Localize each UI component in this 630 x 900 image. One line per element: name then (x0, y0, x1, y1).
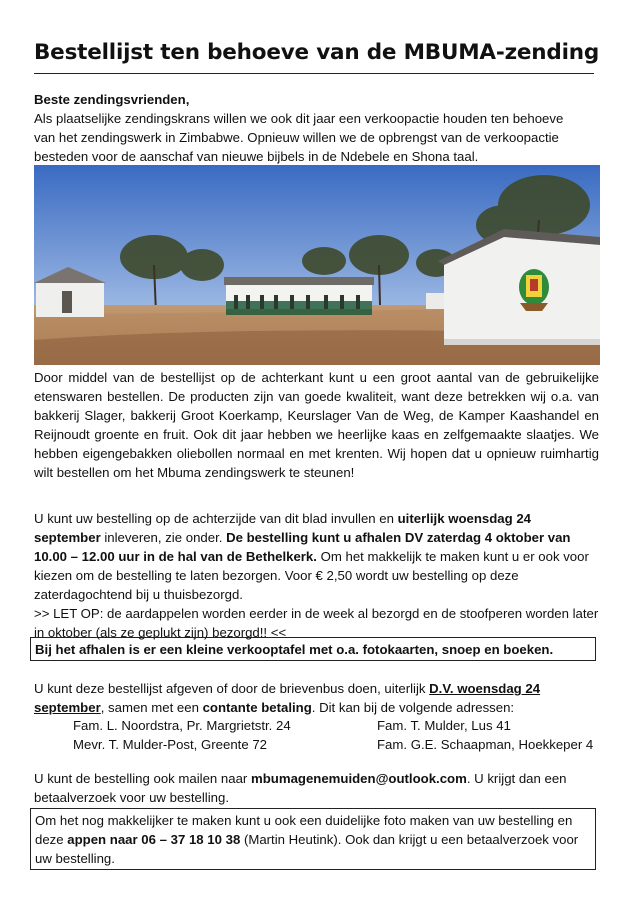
address-item: Fam. G.E. Schaapman, Hoekkeper 4 (377, 737, 594, 752)
address-item: Fam. L. Noordstra, Pr. Margrietstr. 24 (73, 718, 291, 733)
drop-off-text: U kunt deze bestellijst afgeven of door de brievenbus doen, uiterlijk (34, 681, 430, 696)
intro-line: besteden voor de aanschaf van nieuwe bijbels in de Ndebele en Shona taal. (34, 149, 479, 164)
order-deadline: uiterlijk woensdag 24 september (34, 511, 532, 545)
order-text: U kunt uw bestelling op de achterzijde van dit blad invullen en (34, 511, 398, 526)
whatsapp-text: Om het nog makkelijker te maken kunt u ook een duidelijke foto maken van uw bestelling en deze (35, 813, 573, 847)
intro-paragraph (34, 109, 599, 166)
whatsapp-text: (Martin Heutink). Ook dan krijgt u een betaalverzoek voor uw bestelling. (35, 832, 579, 866)
body-paragraph-order (34, 509, 599, 604)
body-paragraph-email (34, 769, 599, 807)
drop-off-text: . Dit kan bij de volgende adressen: (311, 700, 515, 715)
address-item: Mevr. T. Mulder-Post, Greente 72 (73, 737, 267, 752)
intro-line: Als plaatselijke zendingskrans willen we ook dit jaar een verkoopactie houden ten behoeve (34, 111, 564, 126)
body-paragraph-products: Door middel van de bestellijst op de achterkant kunt u een groot aantal van de gebruikelijke etenswaren bestellen. De producten zijn van goede kwaliteit, want deze betrekken wij o.a. van bakkerij Slager, bakkerij Groot Koerkamp, Keurslager Van de Weg, de Kamper Kaashandel en Reijnoudt groente en fruit. Ook dit jaar hebben we heerlijke kaas en zelfgemaakte slaatjes. We hebben eigengebakken oliebollen normaal en met krenten. Wij hopen dat u opnieuw ruimhartig wilt bestellen om het Mbuma zendingswerk te steunen! (34, 370, 599, 480)
intro-line: van het zendingswerk in Zimbabwe. Opnieuw willen we de opbrengst van de verkoopactie (34, 130, 559, 145)
address-item: Fam. T. Mulder, Lus 41 (377, 718, 511, 733)
email-address: mbumagenemuiden@outlook.com (251, 771, 467, 786)
pickup-info: De bestelling kunt u afhalen DV zaterdag 4 oktober van 10.00 – 12.00 uur in de hal van de Bethelkerk. (34, 530, 571, 564)
sales-table-box: Bij het afhalen is er een kleine verkooptafel met o.a. fotokaarten, snoep en boeken. (30, 637, 596, 661)
coat-of-arms-icon (519, 269, 549, 311)
title-underline (34, 73, 594, 74)
mission-buildings-photo (34, 165, 600, 365)
greeting: Beste zendingsvrienden, (34, 92, 190, 107)
whatsapp-box (30, 808, 596, 870)
delivery-info: Om het makkelijk te maken kunt u er ook voor kiezen om de bestelling te laten bezorgen. Voor € 2,50 wordt uw bestelling op deze zaterdagochtend bij u thuisbezorgd. (34, 549, 589, 602)
cash-payment: contante betaling (202, 700, 312, 715)
attention-note: >> LET OP: de aardappelen worden eerder in de week al bezorgd en de stoofperen worden later in oktober (als ze geplukt zijn) bezorgd!! << (34, 606, 599, 640)
drop-off-text: , samen met een (100, 700, 203, 715)
order-text: inleveren, zie onder. (100, 530, 227, 545)
body-paragraph-drop-off (34, 679, 599, 717)
email-text: . U krijgt dan een betaalverzoek voor uw bestelling. (34, 771, 567, 805)
drop-off-deadline: D.V. woensdag 24 september (34, 681, 541, 715)
whatsapp-number: appen naar 06 – 37 18 10 38 (67, 832, 241, 847)
page-title: Bestellijst ten behoeve van de MBUMA-zending (34, 40, 600, 65)
email-text: U kunt de bestelling ook mailen naar (34, 771, 251, 786)
photo-illustration (34, 165, 600, 365)
